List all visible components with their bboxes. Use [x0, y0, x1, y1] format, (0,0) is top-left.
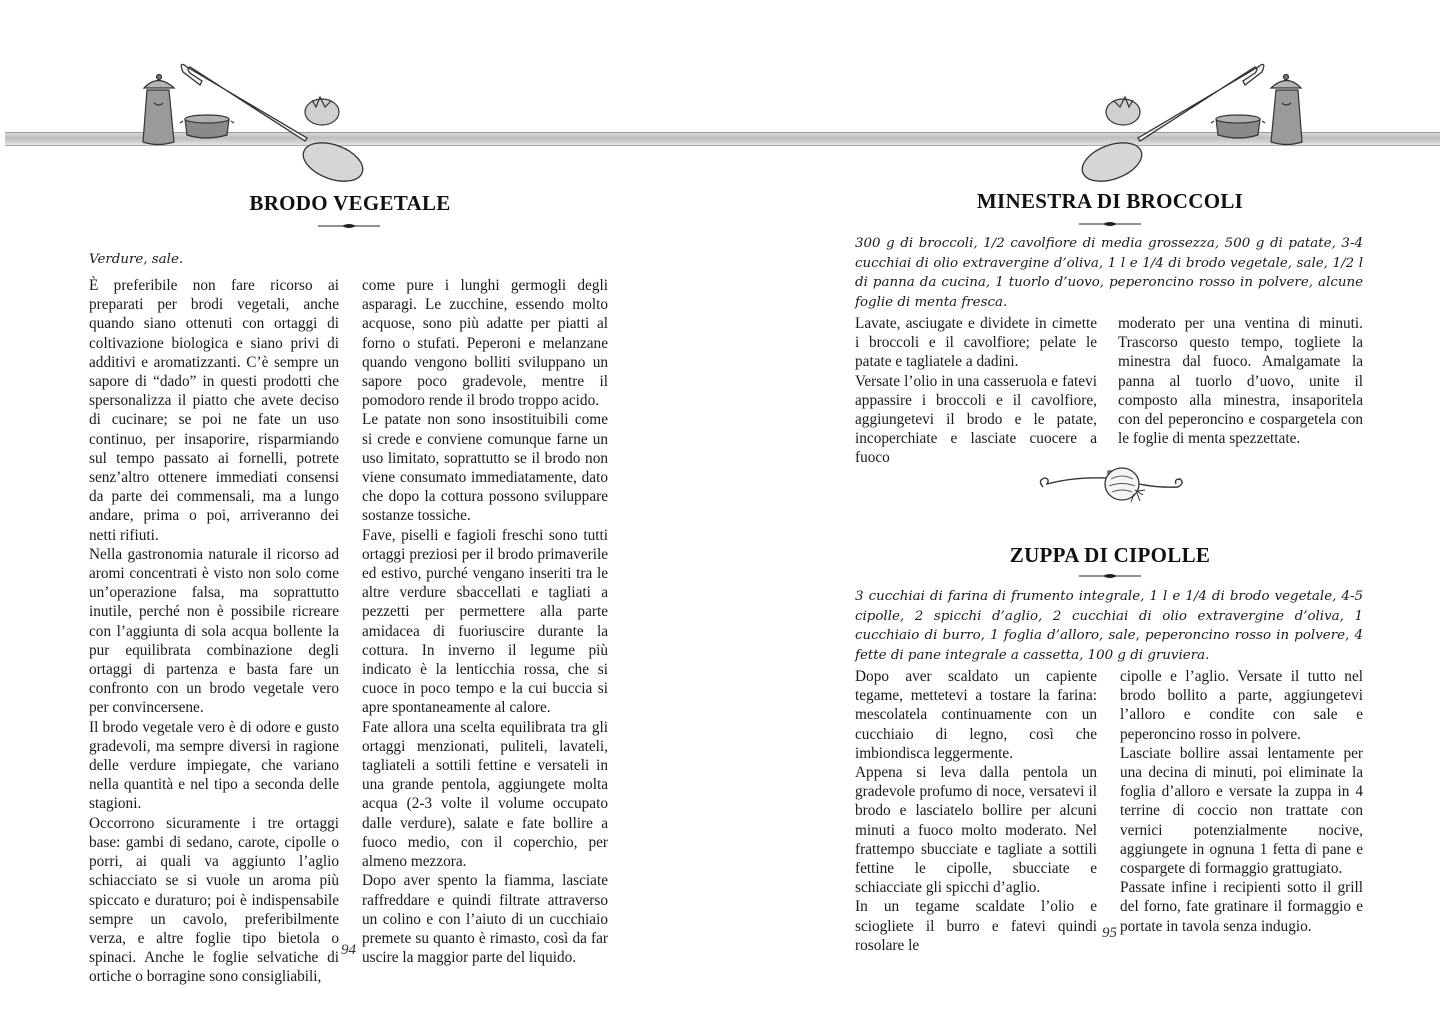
paragraph: cipolle e l’aglio. Versate il tutto nel brodo bollito a parte, aggiungetevi l’alloro e condite con sale e peperoncino rosso in polvere. — [1120, 668, 1363, 743]
page-number-left: 94 — [341, 942, 356, 958]
ingredients-zuppa-di-cipolle: 3 cucchiai di farina di frumento integrale, 1 l e 1/4 di brodo vegetale, 4-5 cipolle, 2 spicchi d’aglio, 2 cucchiai di olio extravergine d’oliva, 1 cucchiaio di burro, 1 foglia d’alloro, sale, peperoncino rosso in polvere, 4 fette di pane integrale a cassetta, 100 g di gruviera. — [855, 589, 1363, 663]
pot-icon — [180, 115, 234, 138]
tomato-icon — [1106, 97, 1140, 125]
body-column-1 — [89, 276, 339, 987]
paragraph: È preferibile non fare ricorso ai preparati per brodi vegetali, anche quando siano ottenuti con ortaggi di coltivazione biologica e siano privi di additivi e aromatizzanti. C’è sempre un sapore di “dado” in questi prodotti che spersonalizza il piatto che avete deciso di cucinare; se poi ne fate un uso continuo, per insaporire, risparmiando sul tempo passato ai fornelli, potrete senz’altro ottenere immediati consensi da parte dei commensali, ma a lungo andare, prima o poi, arriveranno dei netti rifiuti. — [89, 277, 339, 544]
paragraph: Il brodo vegetale vero è di odore e gusto gradevoli, ma sempre diversi in ragione delle verdure impiegate, che variano nella quantità e nel tipo a seconda delle stagioni. — [89, 718, 339, 813]
paragraph: Fate allora una scelta equilibrata tra gli ortaggi menzionati, puliteli, lavateli, tagliateli a sottili fettine e versateli in una grande pentola, aggiungete molta acqua (2-3 volte il volume occupato dalle verdure), salate e fate bollire a fuoco medio, con il coperchio, per almeno mezzora. — [362, 718, 608, 871]
jar-icon — [1271, 75, 1302, 145]
title-ornament-rule — [318, 222, 380, 230]
paragraph: Appena si leva dalla pentola un gradevole profumo di noce, versatevi il brodo e lasciatelo bollire per alcuni minuti a fuoco molto moderato. Nel frattempo sbucciate e tagliate a sottili fettine le cipolle, sbucciate e schiacciate gli spicchi d’aglio. — [855, 764, 1097, 897]
body-column-1 — [855, 314, 1097, 468]
ingredients-minestra-di-broccoli: 300 g di broccoli, 1/2 cavolfiore di media grossezza, 500 g di patate, 3-4 cucchiai di olio extravergine d’oliva, 1 l e 1/4 di brodo vegetale, sale, 1/2 l di panna da cucina, 1 tuorlo d’uovo, peperoncino rosso in polvere, alcune foglie di menta fresca. — [855, 236, 1363, 310]
title-ornament-rule — [1079, 572, 1141, 580]
paragraph: moderato per una ventina di minuti. Trascorso questo tempo, togliete la minestra dal fuoco. Amalgamate la panna al tuorlo d’uovo, unite il composto alla minestra, insaporitela con del peperoncino e cospargetela con le foglie di menta spezzettate. — [1118, 315, 1363, 448]
paragraph: Fave, piselli e fagioli freschi sono tutti ortaggi preziosi per il brodo primaverile ed estivo, purché vengano inseriti tra le altre verdure sbaccellati e tagliati a pezzetti per permettere alla parte amidacea di fuoriuscire durante la cottura. In inverno il legume più indicato è la lenticchia rossa, che si cuoce in poco tempo e la cui buccia si apre spontaneamente al calore. — [362, 526, 608, 717]
paragraph: In un tegame scaldate l’olio e sciogliete il burro e fatevi quindi rosolare le — [855, 898, 1097, 954]
paragraph: Lavate, asciugate e dividete in cimette i broccoli e il cavolfiore; pelate le patate e tagliatele a dadini. — [855, 315, 1097, 371]
jar-icon — [143, 75, 174, 145]
recipe-title-minestra-di-broccoli: MINESTRA DI BROCCOLI — [976, 189, 1244, 213]
paragraph: Nella gastronomia naturale il ricorso ad aromi concentrati è visto non solo come un’operazione falsa, ma soprattutto inutile, perché non è possibile ricreare con l’aggiunta di sola acqua bollente la pur equilibrata combinazione degli ortaggi di partenza e basta fare un confronto con un brodo vegetale vero per convincersene. — [89, 545, 339, 717]
body-column-2 — [1120, 667, 1363, 936]
onion-ornament-icon — [1035, 465, 1185, 515]
header-illustration-left — [130, 55, 370, 185]
paragraph: come pure i lunghi germogli degli asparagi. Le zucchine, essendo molto acquose, sono più adatte per piatti al forno o stufati. Peperoni e melanzane quando vengono bolliti sviluppano un sapore poco gradevole, mentre il pomodoro rende il brodo troppo acido. — [362, 277, 608, 410]
recipe-title-zuppa-di-cipolle: ZUPPA DI CIPOLLE — [1009, 543, 1211, 567]
title-ornament-rule — [1079, 220, 1141, 228]
body-column-1 — [855, 667, 1097, 955]
paragraph: Dopo aver scaldato un capiente tegame, mettetevi a tostare la farina: mescolatela continuamente con un cucchiaio di legno, così che imbiondisca leggermente. — [855, 668, 1097, 762]
paragraph: Passate infine i recipienti sotto il grill del forno, fate gratinare il formaggio e portate in tavola senza indugio. — [1120, 879, 1363, 935]
tomato-icon — [305, 97, 339, 125]
body-column-2 — [1118, 314, 1363, 448]
page-number-right: 95 — [1102, 925, 1117, 941]
paragraph: Dopo aver spento la fiamma, lasciate raffreddare e quindi filtrate attraverso un colino e con l’aiuto di un cucchiaio premete su quanto è rimasto, così da far uscire la maggior parte del liquido. — [362, 872, 608, 967]
ingredients-brodo-vegetale: Verdure, sale. — [89, 252, 184, 267]
paragraph: Le patate non sono insostituibili come si crede e conviene comunque farne un uso limitato, soprattutto se il brodo non viene consumato immediatamente, dato che dopo la cottura possono sviluppare sostanze tossiche. — [362, 411, 608, 525]
paragraph: Occorrono sicuramente i tre ortaggi base: gambi di sedano, carote, cipolle o porri, ai quali va aggiunto l’aglio schiacciato se si vuole un aroma più spiccato e duraturo; poi è indispensabile sempre un cavolo, preferibilmente verza, e altre foglie tipo bietola o spinaci. Anche le foglie selvatiche di ortiche o borragine sono consigliabili, — [89, 814, 339, 986]
paragraph: Lasciate bollire assai lentamente per una decina di minuti, poi eliminate la foglia d’alloro e versate la zuppa in 4 terrine di coccio non trattate con vernici potenzialmente nocive, aggiungete in ognuna 1 fetta di pane e cospargete di formaggio grattugiato. — [1120, 744, 1363, 878]
header-illustration-right — [1075, 55, 1315, 185]
recipe-title-brodo-vegetale: BRODO VEGETALE — [249, 191, 451, 215]
pot-icon — [1211, 115, 1265, 138]
body-column-2 — [362, 276, 608, 967]
paragraph: Versate l’olio in una casseruola e fatevi appassire i broccoli e il cavolfiore, aggiungetevi il brodo e le patate, incoperchiate e lasciate cuocere a fuoco — [855, 372, 1097, 467]
